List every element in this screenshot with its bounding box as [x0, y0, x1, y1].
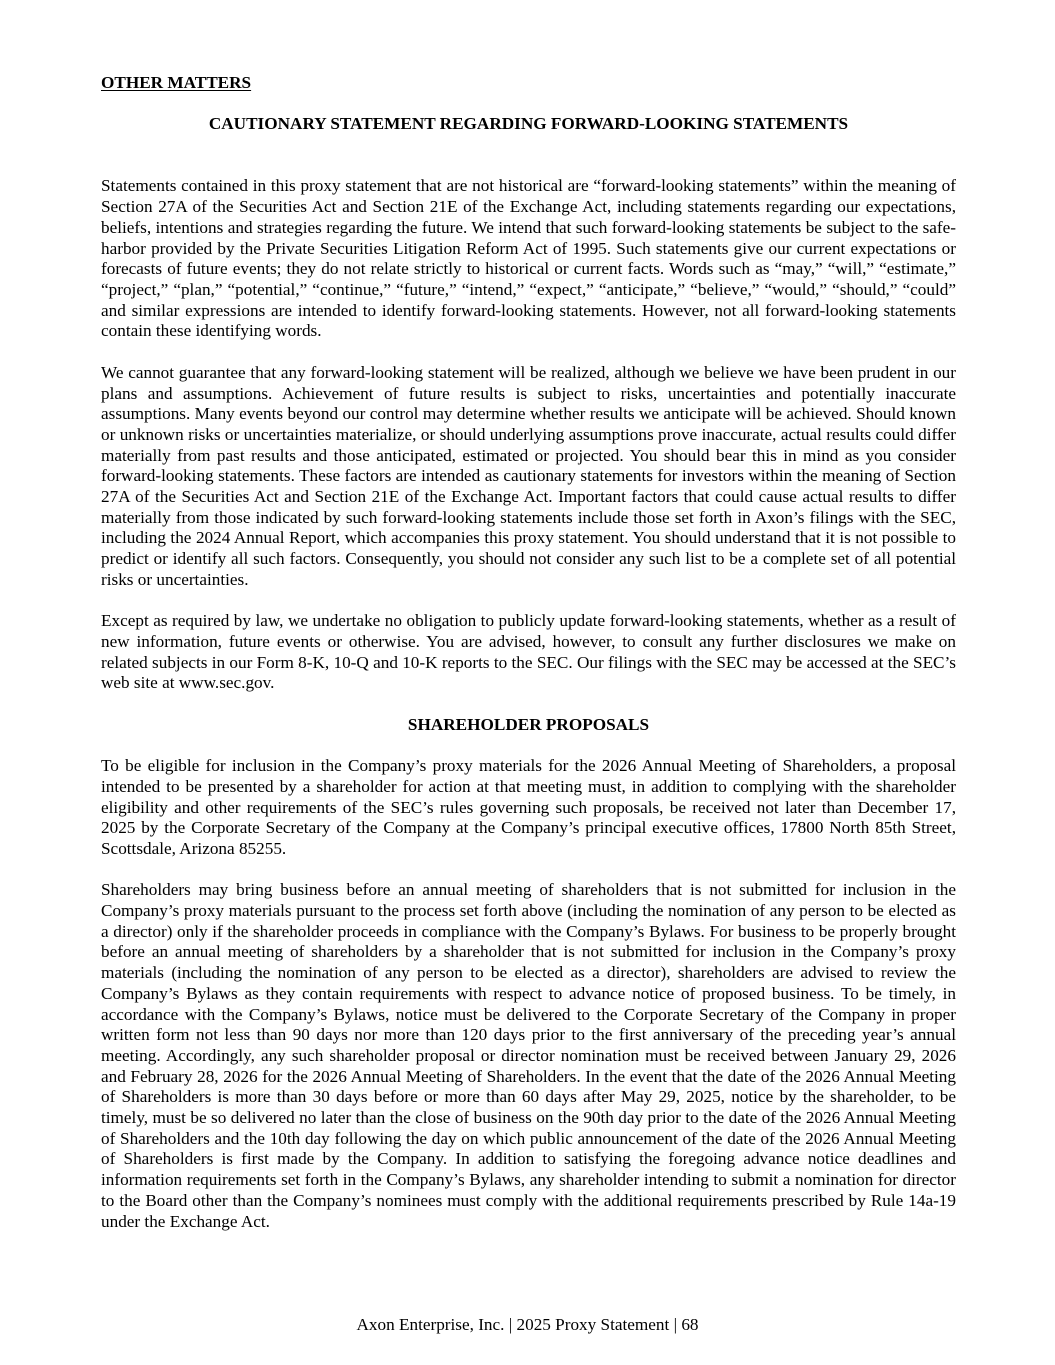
shareholder-proposals-heading: SHAREHOLDER PROPOSALS [407, 714, 650, 734]
no-obligation-paragraph: Except as required by law, we undertake no obligation to publicly update forward-looking statements, whether as a result of new information, future events or otherwise. You are advised, however, to consult any further disclosures we make on related subjects in our Form 8-K, 10-Q and 10-K reports to the SEC. Our filings with the SEC may be accessed at the SEC’s web site at www.sec.gov. [101, 611, 956, 693]
cautionary-statement-section [101, 114, 956, 694]
forward-looking-definition-paragraph: Statements contained in this proxy statement that are not historical are “forward-looking statements” within the meaning of Section 27A of the Securities Act and Section 21E of the Exchange Act, including statements regarding our expectations, beliefs, intentions and strategies regarding the future. We intend that such forward-looking statements be subject to the safe-harbor provided by the Private Securities Litigation Reform Act of 1995. Such statements give our current expectations or forecasts of future events; they do not relate strictly to historical or current facts. Words such as “may,” “will,” “estimate,” “project,” “plan,” “potential,” “continue,” “future,” “intend,” “expect,” “anticipate,” “believe,” “would,” “should,” “could” and similar expressions are intended to identify forward-looking statements. However, not all forward-looking statements contain these identifying words. [101, 176, 956, 341]
footer-separator: | [673, 1315, 678, 1334]
footer-company: Axon Enterprise, Inc. [356, 1315, 505, 1334]
page-content [101, 73, 956, 1232]
advance-notice-bylaws-paragraph: Shareholders may bring business before an annual meeting of shareholders that is not submitted for inclusion in the Company’s proxy materials pursuant to the process set forth above (including the nomination of any person to be elected as a director) only if the shareholder proceeds in compliance with the Company’s Bylaws. For business to be properly brought before an annual meeting of shareholders by a shareholder that is not submitted for inclusion in the Company’s proxy materials (including the nomination of any person to be elected as a director), shareholders are advised to review the Company’s Bylaws as they contain requirements with respect to advance notice of proposed business. To be timely, in accordance with the Company’s Bylaws, notice must be delivered to the Corporate Secretary of the Company in proper written form not less than 90 days nor more than 120 days prior to the first anniversary of the preceding year’s annual meeting. Accordingly, any such shareholder proposal or director nomination must be received between January 29, 2026 and February 28, 2026 for the 2026 Annual Meeting of Shareholders. In the event that the date of the 2026 Annual Meeting of Shareholders is more than 30 days before or more than 60 days after May 29, 2025, notice by the shareholder, to be timely, must be so delivered no later than the close of business on the 90th day prior to the date of the 2026 Annual Meeting of Shareholders and the 10th day following the day on which public announcement of the date of the 2026 Annual Meeting of Shareholders is first made by the Company. In addition to satisfying the foregoing advance notice deadlines and information requirements set forth in the Company’s Bylaws, any shareholder intending to submit a nomination for director to the Board other than the Company’s nominees must comply with the additional requirements prescribed by Rule 14a-19 under the Exchange Act. [101, 880, 956, 1231]
footer-separator: | [508, 1315, 513, 1334]
other-matters-heading: OTHER MATTERS [101, 73, 252, 92]
risk-factors-paragraph: We cannot guarantee that any forward-looking statement will be realized, although we believe we have been prudent in our plans and assumptions. Achievement of future results is subject to risks, uncertainties and potentially inaccurate assumptions. Many events beyond our control may determine whether results we anticipate will be achieved. Should known or unknown risks or uncertainties materialize, or should underlying assumptions prove inaccurate, actual results could differ materially from past results and those anticipated, estimated or projected. You should bear this in mind as you consider forward-looking statements. These factors are intended as cautionary statements for investors within the meaning of Section 27A of the Securities Act and Section 21E of the Exchange Act. Important factors that could cause actual results to differ materially from those indicated by such forward-looking statements include those set forth in Axon’s filings with the SEC, including the 2024 Annual Report, which accompanies this proxy statement. You should understand that it is not possible to predict or identify all such factors. Consequently, you should not consider any such list to be a complete set of all potential risks or uncertainties. [101, 362, 956, 589]
page-number: 68 [681, 1315, 699, 1334]
page-footer [0, 1315, 1055, 1336]
cautionary-statement-heading: CAUTIONARY STATEMENT REGARDING FORWARD-LOOKING STATEMENTS [208, 114, 849, 134]
shareholder-proposals-section [101, 715, 956, 1233]
proxy-inclusion-deadline-paragraph: To be eligible for inclusion in the Company’s proxy materials for the 2026 Annual Meeting of Shareholders, a proposal intended to be presented by a shareholder for action at that meeting must, in addition to complying with the shareholder eligibility and other requirements of the SEC’s rules governing such proposals, be received not later than December 17, 2025 by the Corporate Secretary of the Company at the Company’s principal executive offices, 17800 North 85th Street, Scottsdale, Arizona 85255. [101, 756, 956, 858]
footer-document-title: 2025 Proxy Statement [516, 1315, 670, 1334]
